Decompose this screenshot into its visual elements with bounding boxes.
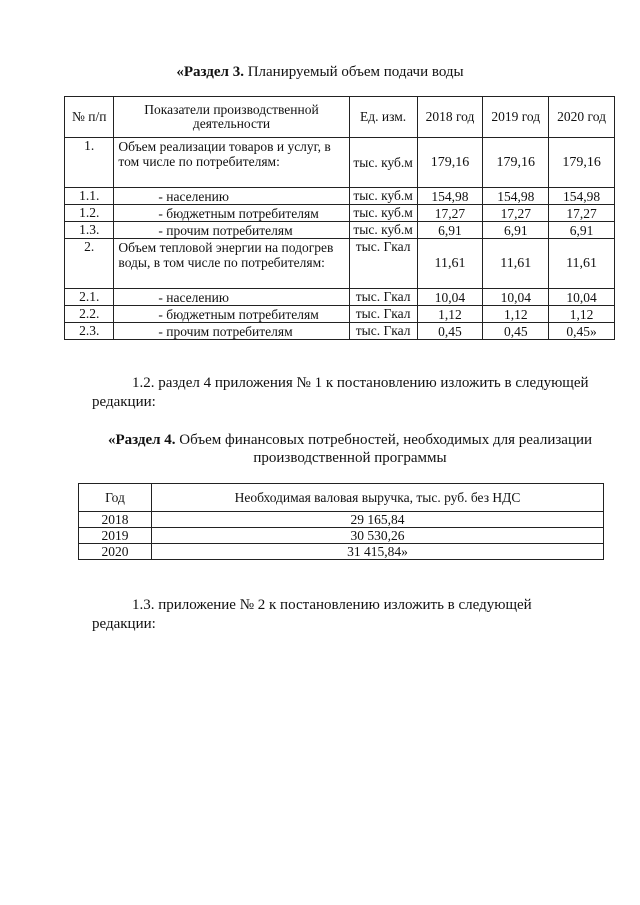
section3-title — [0, 63, 640, 81]
row-value-2020: 179,16 — [549, 138, 615, 188]
paragraph-1-2 — [92, 374, 599, 412]
row-indicator: - населению — [114, 289, 349, 306]
row-num: 2.3. — [65, 323, 114, 340]
row-value-2018: 10,04 — [417, 289, 483, 306]
row-unit: тыс. куб.м — [349, 205, 417, 222]
row-value-2020: 11,61 — [549, 239, 615, 289]
row-value-2020: 154,98 — [549, 188, 615, 205]
row-value-2018: 1,12 — [417, 306, 483, 323]
row-value-2019: 1,12 — [483, 306, 549, 323]
row-indicator: - прочим потребителям — [114, 323, 349, 340]
row-num: 1.2. — [65, 205, 114, 222]
row-year: 2018 — [79, 512, 152, 528]
row-revenue: 31 415,84» — [152, 544, 604, 560]
table-row — [65, 306, 615, 323]
row-value-2018: 0,45 — [417, 323, 483, 340]
row-value-2019: 6,91 — [483, 222, 549, 239]
row-value-2018: 17,27 — [417, 205, 483, 222]
row-num: 1.3. — [65, 222, 114, 239]
section4-title — [80, 431, 620, 467]
section4-title-line2: производственной программы — [253, 450, 447, 466]
row-unit: тыс. Гкал — [349, 289, 417, 306]
table-row — [65, 239, 615, 289]
row-unit: тыс. Гкал — [349, 239, 417, 289]
row-value-2020: 6,91 — [549, 222, 615, 239]
row-value-2019: 154,98 — [483, 188, 549, 205]
section4-title-text: Объем финансовых потребностей, необходимых для реализации — [175, 432, 593, 448]
row-indicator: - прочим потребителям — [114, 222, 349, 239]
header-year: Год — [79, 484, 152, 512]
table-row — [65, 222, 615, 239]
paragraph-1-2-line1: 1.2. раздел 4 приложения № 1 к постановлению изложить в следующей — [132, 375, 589, 391]
section3-table — [64, 96, 615, 340]
table-row — [79, 512, 604, 528]
row-indicator: - бюджетным потребителям — [114, 205, 349, 222]
row-indicator: Объем реализации товаров и услуг, в том числе по потребителям: — [114, 138, 349, 188]
row-indicator: Объем тепловой энергии на подогрев воды, в том числе по потребителям: — [114, 239, 349, 289]
header-2018: 2018 год — [417, 97, 483, 138]
table-row — [79, 528, 604, 544]
table-row — [65, 138, 615, 188]
table-row — [65, 188, 615, 205]
row-value-2018: 11,61 — [417, 239, 483, 289]
table-row — [65, 289, 615, 306]
table-header-row — [79, 484, 604, 512]
row-unit: тыс. Гкал — [349, 306, 417, 323]
row-value-2019: 10,04 — [483, 289, 549, 306]
header-revenue: Необходимая валовая выручка, тыс. руб. без НДС — [152, 484, 604, 512]
row-indicator: - бюджетным потребителям — [114, 306, 349, 323]
row-num: 1.1. — [65, 188, 114, 205]
header-num: № п/п — [65, 97, 114, 138]
table-header-row — [65, 97, 615, 138]
header-unit: Ед. изм. — [349, 97, 417, 138]
section4-table — [78, 483, 604, 560]
table-row — [65, 205, 615, 222]
section3-title-bold: «Раздел 3. — [176, 64, 244, 80]
row-value-2019: 11,61 — [483, 239, 549, 289]
row-unit: тыс. куб.м — [349, 222, 417, 239]
paragraph-1-3-line2: редакции: — [92, 616, 156, 632]
row-value-2018: 6,91 — [417, 222, 483, 239]
table-row — [79, 544, 604, 560]
row-value-2018: 154,98 — [417, 188, 483, 205]
row-unit: тыс. куб.м — [349, 188, 417, 205]
section4-title-bold: «Раздел 4. — [107, 432, 176, 448]
header-indicator: Показатели производственной деятельности — [114, 97, 349, 138]
paragraph-1-3-line1: 1.3. приложение № 2 к постановлению изложить в следующей — [132, 597, 532, 613]
table-row — [65, 323, 615, 340]
row-indicator: - населению — [114, 188, 349, 205]
paragraph-1-2-line2: редакции: — [92, 394, 156, 410]
row-value-2019: 179,16 — [483, 138, 549, 188]
row-value-2020: 1,12 — [549, 306, 615, 323]
row-year: 2019 — [79, 528, 152, 544]
row-unit: тыс. Гкал — [349, 323, 417, 340]
row-value-2019: 17,27 — [483, 205, 549, 222]
row-num: 2.2. — [65, 306, 114, 323]
header-2020: 2020 год — [549, 97, 615, 138]
row-year: 2020 — [79, 544, 152, 560]
header-2019: 2019 год — [483, 97, 549, 138]
section3-title-text: Планируемый объем подачи воды — [243, 64, 464, 80]
paragraph-1-3 — [92, 596, 599, 634]
row-value-2019: 0,45 — [483, 323, 549, 340]
row-num: 2. — [65, 239, 114, 289]
row-revenue: 29 165,84 — [152, 512, 604, 528]
row-unit: тыс. куб.м — [349, 138, 417, 188]
row-num: 1. — [65, 138, 114, 188]
row-value-2020: 0,45» — [549, 323, 615, 340]
row-revenue: 30 530,26 — [152, 528, 604, 544]
row-value-2020: 10,04 — [549, 289, 615, 306]
row-value-2018: 179,16 — [417, 138, 483, 188]
row-num: 2.1. — [65, 289, 114, 306]
row-value-2020: 17,27 — [549, 205, 615, 222]
